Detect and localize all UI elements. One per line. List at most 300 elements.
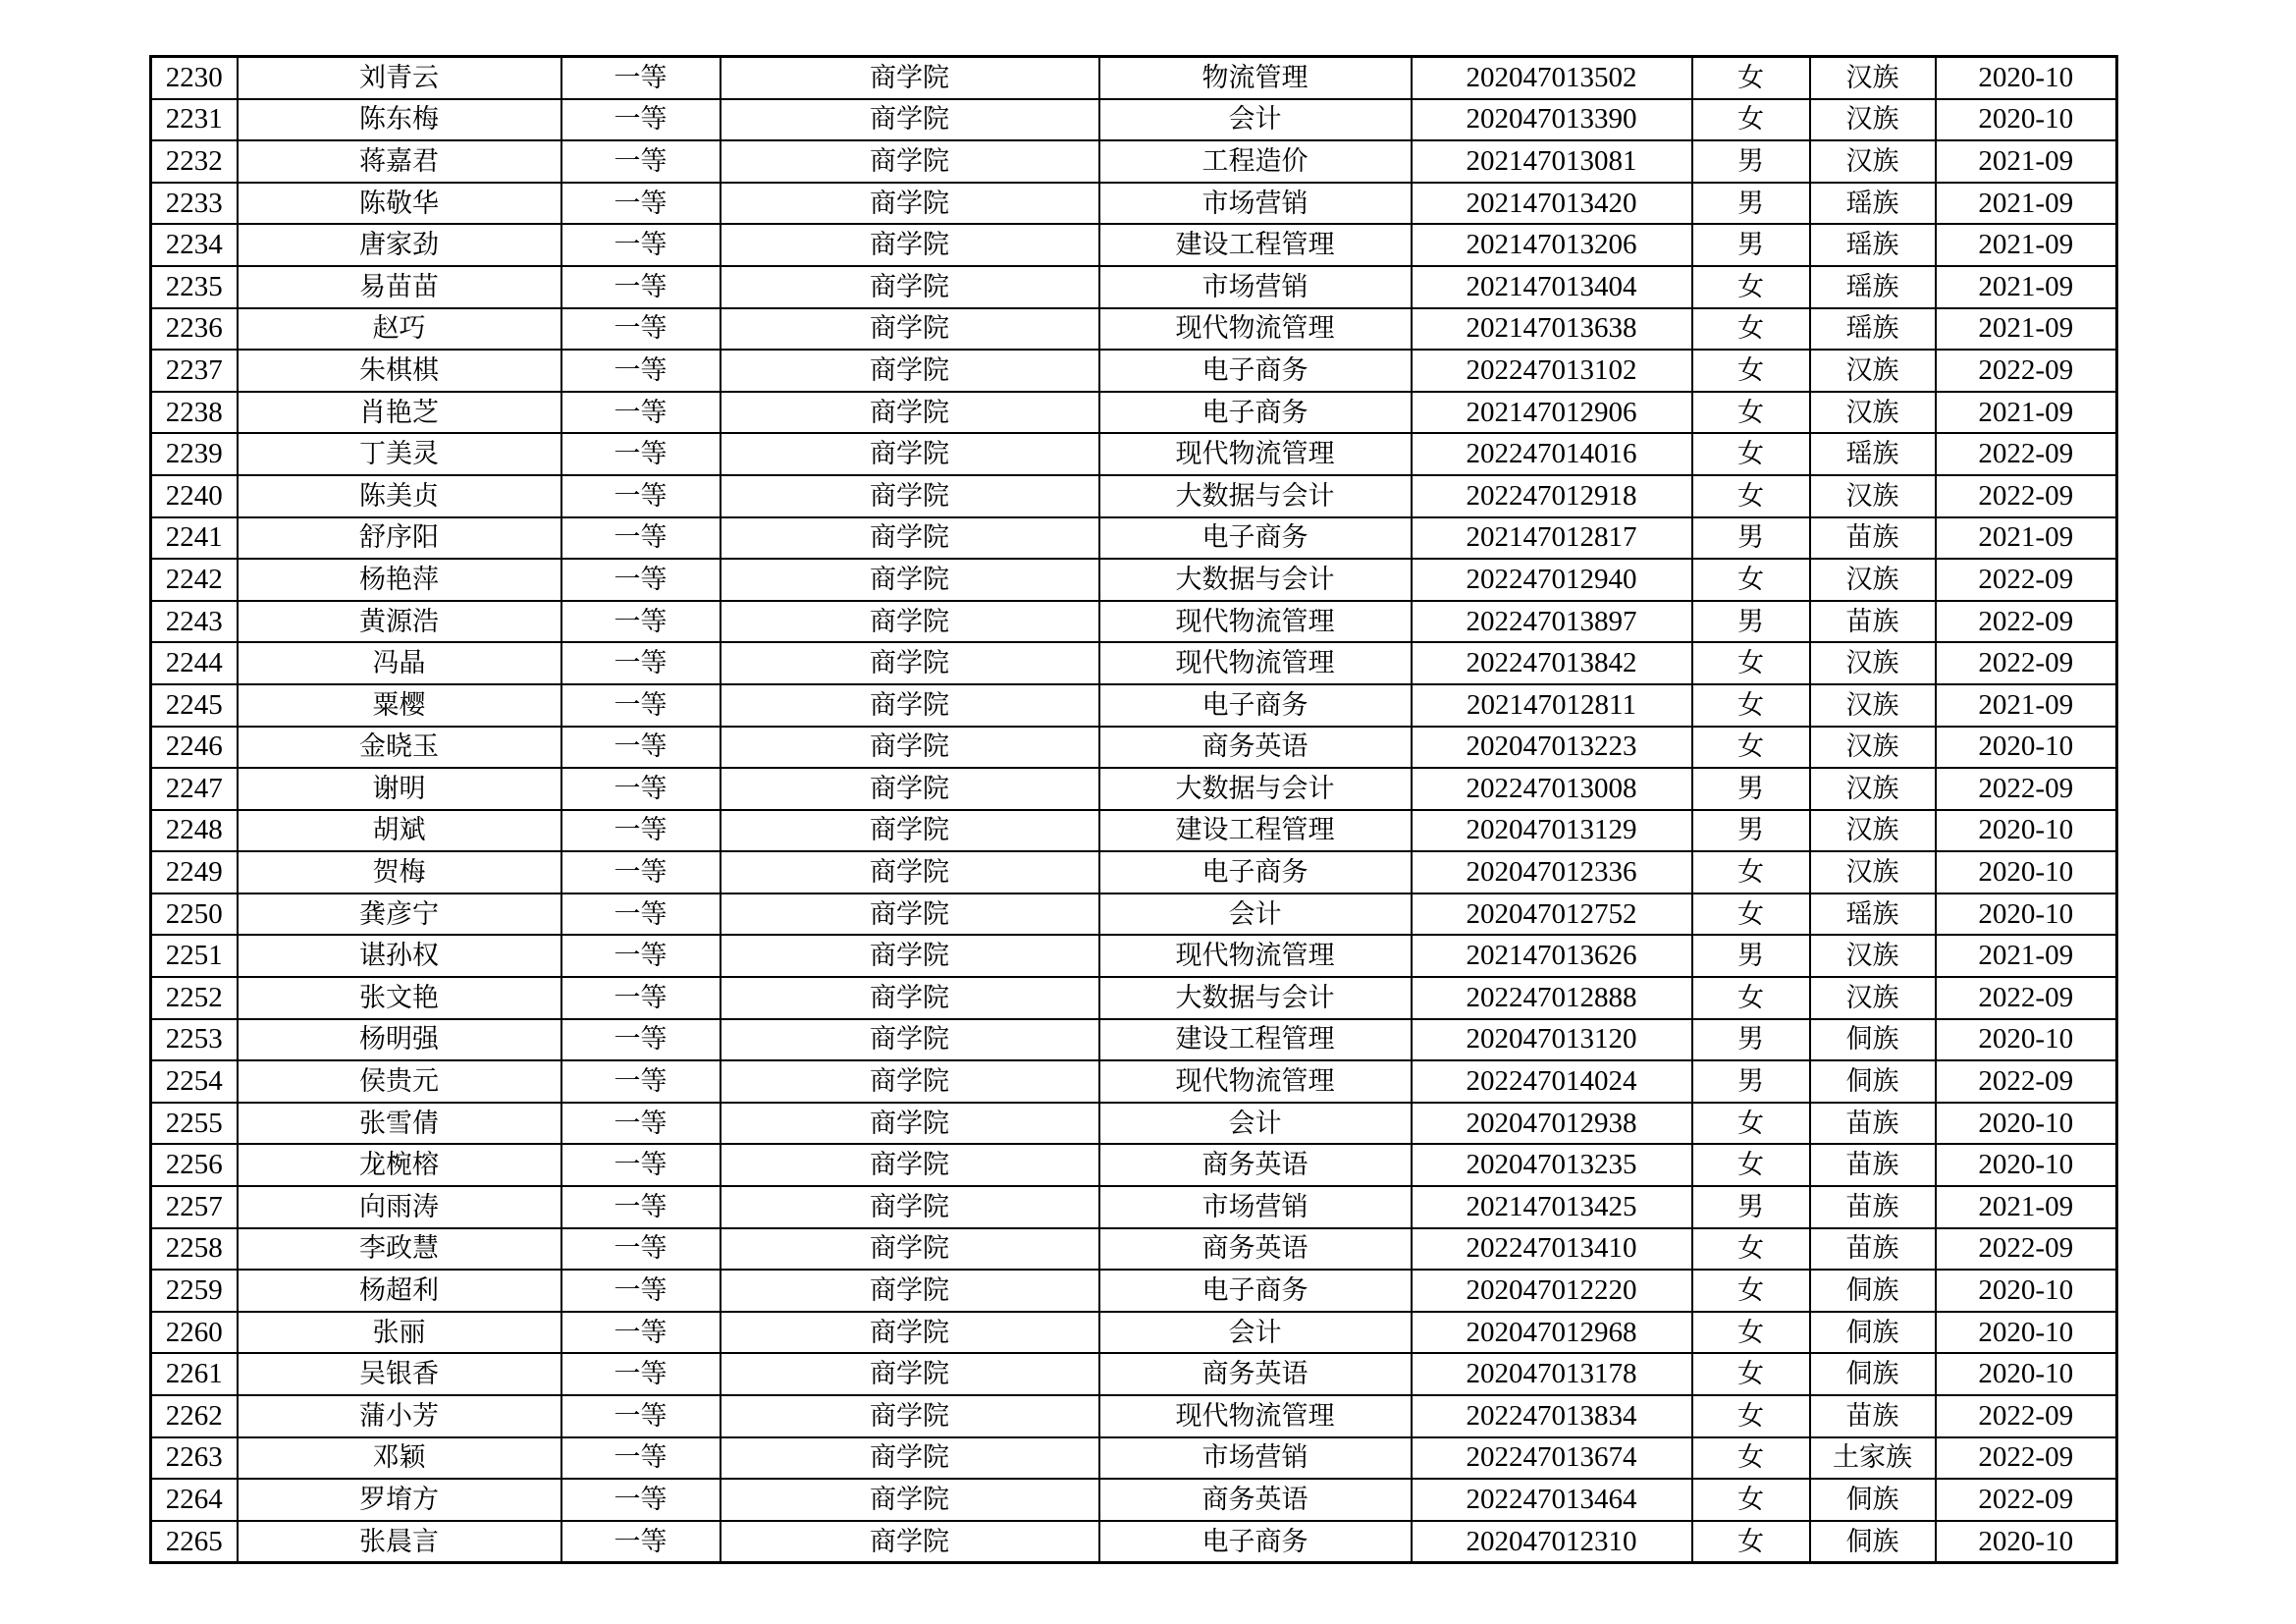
table-row [151, 1521, 2117, 1563]
cell-seq: 2236 [151, 308, 238, 351]
cell-college: 商学院 [721, 1437, 1099, 1480]
cell-college: 商学院 [721, 642, 1099, 684]
cell-college: 商学院 [721, 1479, 1099, 1521]
cell-student-id: 202047012220 [1412, 1270, 1692, 1312]
cell-gender: 男 [1692, 517, 1810, 560]
cell-gender: 女 [1692, 266, 1810, 308]
cell-name: 黄源浩 [238, 601, 561, 643]
cell-name: 吴银香 [238, 1353, 561, 1395]
cell-ethnicity: 汉族 [1810, 810, 1936, 852]
cell-seq: 2253 [151, 1019, 238, 1061]
cell-gender: 女 [1692, 1144, 1810, 1186]
cell-college: 商学院 [721, 350, 1099, 392]
cell-student-id: 202247013897 [1412, 601, 1692, 643]
cell-student-id: 202147012811 [1412, 684, 1692, 727]
cell-ethnicity: 侗族 [1810, 1521, 1936, 1563]
table-row [151, 768, 2117, 810]
cell-name: 蒋嘉君 [238, 140, 561, 183]
cell-enroll: 2020-10 [1936, 99, 2117, 141]
cell-major: 现代物流管理 [1099, 1395, 1412, 1437]
cell-major: 大数据与会计 [1099, 559, 1412, 601]
cell-ethnicity: 瑶族 [1810, 224, 1936, 266]
cell-grade: 一等 [561, 851, 721, 893]
table-row [151, 1144, 2117, 1186]
cell-student-id: 202247012888 [1412, 977, 1692, 1019]
cell-name: 张丽 [238, 1312, 561, 1354]
cell-college: 商学院 [721, 266, 1099, 308]
cell-enroll: 2020-10 [1936, 893, 2117, 936]
cell-gender: 男 [1692, 935, 1810, 977]
cell-seq: 2243 [151, 601, 238, 643]
cell-grade: 一等 [561, 642, 721, 684]
cell-grade: 一等 [561, 57, 721, 99]
cell-gender: 男 [1692, 1060, 1810, 1103]
cell-grade: 一等 [561, 1353, 721, 1395]
cell-ethnicity: 汉族 [1810, 57, 1936, 99]
cell-student-id: 202247013102 [1412, 350, 1692, 392]
cell-major: 现代物流管理 [1099, 642, 1412, 684]
cell-seq: 2234 [151, 224, 238, 266]
cell-major: 电子商务 [1099, 517, 1412, 560]
cell-gender: 女 [1692, 99, 1810, 141]
cell-college: 商学院 [721, 1521, 1099, 1563]
table-row [151, 935, 2117, 977]
cell-enroll: 2020-10 [1936, 1521, 2117, 1563]
cell-gender: 女 [1692, 475, 1810, 517]
cell-enroll: 2022-09 [1936, 559, 2117, 601]
cell-seq: 2264 [151, 1479, 238, 1521]
cell-grade: 一等 [561, 433, 721, 475]
cell-enroll: 2022-09 [1936, 475, 2117, 517]
cell-student-id: 202047012968 [1412, 1312, 1692, 1354]
cell-name: 朱棋棋 [238, 350, 561, 392]
cell-gender: 女 [1692, 392, 1810, 434]
cell-college: 商学院 [721, 1103, 1099, 1145]
cell-seq: 2246 [151, 727, 238, 769]
cell-ethnicity: 苗族 [1810, 1395, 1936, 1437]
cell-grade: 一等 [561, 559, 721, 601]
cell-enroll: 2022-09 [1936, 1479, 2117, 1521]
cell-grade: 一等 [561, 350, 721, 392]
cell-major: 电子商务 [1099, 392, 1412, 434]
cell-gender: 女 [1692, 57, 1810, 99]
cell-major: 电子商务 [1099, 1521, 1412, 1563]
cell-college: 商学院 [721, 977, 1099, 1019]
cell-grade: 一等 [561, 727, 721, 769]
cell-student-id: 202247013410 [1412, 1228, 1692, 1271]
cell-enroll: 2022-09 [1936, 977, 2117, 1019]
cell-gender: 女 [1692, 350, 1810, 392]
cell-ethnicity: 侗族 [1810, 1312, 1936, 1354]
cell-seq: 2252 [151, 977, 238, 1019]
award-list-table [149, 55, 2118, 1564]
cell-name: 肖艳芝 [238, 392, 561, 434]
cell-ethnicity: 侗族 [1810, 1060, 1936, 1103]
cell-enroll: 2021-09 [1936, 224, 2117, 266]
cell-gender: 女 [1692, 893, 1810, 936]
cell-ethnicity: 侗族 [1810, 1019, 1936, 1061]
cell-gender: 女 [1692, 1479, 1810, 1521]
cell-seq: 2257 [151, 1186, 238, 1228]
cell-major: 商务英语 [1099, 1479, 1412, 1521]
cell-name: 杨艳萍 [238, 559, 561, 601]
cell-student-id: 202047013129 [1412, 810, 1692, 852]
cell-grade: 一等 [561, 140, 721, 183]
cell-grade: 一等 [561, 392, 721, 434]
cell-enroll: 2021-09 [1936, 266, 2117, 308]
cell-student-id: 202247013674 [1412, 1437, 1692, 1480]
cell-name: 贺梅 [238, 851, 561, 893]
cell-seq: 2239 [151, 433, 238, 475]
cell-student-id: 202247012940 [1412, 559, 1692, 601]
cell-ethnicity: 瑶族 [1810, 266, 1936, 308]
cell-grade: 一等 [561, 601, 721, 643]
cell-ethnicity: 汉族 [1810, 768, 1936, 810]
cell-ethnicity: 苗族 [1810, 1144, 1936, 1186]
cell-name: 陈东梅 [238, 99, 561, 141]
cell-name: 张晨言 [238, 1521, 561, 1563]
table-row [151, 308, 2117, 351]
cell-seq: 2244 [151, 642, 238, 684]
cell-grade: 一等 [561, 1019, 721, 1061]
cell-student-id: 202047012336 [1412, 851, 1692, 893]
cell-seq: 2242 [151, 559, 238, 601]
cell-grade: 一等 [561, 517, 721, 560]
table-row [151, 642, 2117, 684]
cell-grade: 一等 [561, 1521, 721, 1563]
cell-college: 商学院 [721, 224, 1099, 266]
cell-major: 商务英语 [1099, 1144, 1412, 1186]
cell-college: 商学院 [721, 1060, 1099, 1103]
cell-gender: 女 [1692, 559, 1810, 601]
cell-seq: 2259 [151, 1270, 238, 1312]
cell-name: 陈敬华 [238, 183, 561, 225]
cell-college: 商学院 [721, 768, 1099, 810]
cell-grade: 一等 [561, 266, 721, 308]
table-row [151, 851, 2117, 893]
cell-student-id: 202147013420 [1412, 183, 1692, 225]
cell-major: 建设工程管理 [1099, 1019, 1412, 1061]
cell-name: 易苗苗 [238, 266, 561, 308]
cell-name: 丁美灵 [238, 433, 561, 475]
table-row [151, 727, 2117, 769]
cell-student-id: 202047013178 [1412, 1353, 1692, 1395]
table-row [151, 559, 2117, 601]
cell-name: 杨明强 [238, 1019, 561, 1061]
cell-name: 蒲小芳 [238, 1395, 561, 1437]
cell-ethnicity: 汉族 [1810, 642, 1936, 684]
cell-gender: 男 [1692, 224, 1810, 266]
cell-major: 市场营销 [1099, 266, 1412, 308]
cell-major: 商务英语 [1099, 727, 1412, 769]
cell-student-id: 202147013638 [1412, 308, 1692, 351]
cell-college: 商学院 [721, 475, 1099, 517]
cell-student-id: 202147013404 [1412, 266, 1692, 308]
cell-gender: 男 [1692, 1186, 1810, 1228]
cell-seq: 2249 [151, 851, 238, 893]
cell-seq: 2261 [151, 1353, 238, 1395]
cell-gender: 女 [1692, 1437, 1810, 1480]
cell-major: 大数据与会计 [1099, 475, 1412, 517]
cell-major: 市场营销 [1099, 1437, 1412, 1480]
cell-enroll: 2020-10 [1936, 727, 2117, 769]
cell-college: 商学院 [721, 1270, 1099, 1312]
cell-college: 商学院 [721, 1353, 1099, 1395]
cell-college: 商学院 [721, 433, 1099, 475]
cell-enroll: 2020-10 [1936, 1019, 2117, 1061]
cell-seq: 2258 [151, 1228, 238, 1271]
cell-ethnicity: 土家族 [1810, 1437, 1936, 1480]
cell-enroll: 2020-10 [1936, 1312, 2117, 1354]
cell-seq: 2260 [151, 1312, 238, 1354]
cell-student-id: 202247013842 [1412, 642, 1692, 684]
cell-enroll: 2022-09 [1936, 642, 2117, 684]
cell-grade: 一等 [561, 1437, 721, 1480]
cell-college: 商学院 [721, 140, 1099, 183]
cell-major: 物流管理 [1099, 57, 1412, 99]
cell-major: 电子商务 [1099, 1270, 1412, 1312]
cell-name: 龙椀榕 [238, 1144, 561, 1186]
cell-seq: 2255 [151, 1103, 238, 1145]
table-row [151, 1060, 2117, 1103]
cell-grade: 一等 [561, 475, 721, 517]
cell-ethnicity: 汉族 [1810, 392, 1936, 434]
cell-student-id: 202147013206 [1412, 224, 1692, 266]
table-row [151, 1270, 2117, 1312]
cell-enroll: 2020-10 [1936, 851, 2117, 893]
cell-major: 商务英语 [1099, 1228, 1412, 1271]
cell-student-id: 202147012817 [1412, 517, 1692, 560]
cell-college: 商学院 [721, 1144, 1099, 1186]
cell-ethnicity: 汉族 [1810, 851, 1936, 893]
cell-enroll: 2022-09 [1936, 350, 2117, 392]
cell-grade: 一等 [561, 1479, 721, 1521]
cell-name: 冯晶 [238, 642, 561, 684]
cell-grade: 一等 [561, 1144, 721, 1186]
cell-student-id: 202247013008 [1412, 768, 1692, 810]
table-row [151, 140, 2117, 183]
cell-college: 商学院 [721, 727, 1099, 769]
cell-seq: 2250 [151, 893, 238, 936]
cell-enroll: 2021-09 [1936, 935, 2117, 977]
cell-enroll: 2020-10 [1936, 1353, 2117, 1395]
table-row [151, 977, 2117, 1019]
cell-enroll: 2020-10 [1936, 810, 2117, 852]
cell-grade: 一等 [561, 1228, 721, 1271]
cell-ethnicity: 苗族 [1810, 1228, 1936, 1271]
cell-gender: 男 [1692, 1019, 1810, 1061]
cell-enroll: 2022-09 [1936, 1228, 2117, 1271]
cell-grade: 一等 [561, 893, 721, 936]
table-row [151, 433, 2117, 475]
cell-grade: 一等 [561, 935, 721, 977]
cell-major: 商务英语 [1099, 1353, 1412, 1395]
cell-ethnicity: 苗族 [1810, 517, 1936, 560]
cell-enroll: 2021-09 [1936, 392, 2117, 434]
cell-college: 商学院 [721, 57, 1099, 99]
table-row [151, 1103, 2117, 1145]
table-row [151, 1228, 2117, 1271]
cell-college: 商学院 [721, 559, 1099, 601]
cell-gender: 男 [1692, 183, 1810, 225]
cell-seq: 2240 [151, 475, 238, 517]
cell-seq: 2247 [151, 768, 238, 810]
cell-grade: 一等 [561, 1312, 721, 1354]
cell-ethnicity: 瑶族 [1810, 308, 1936, 351]
cell-seq: 2241 [151, 517, 238, 560]
cell-enroll: 2021-09 [1936, 1186, 2117, 1228]
cell-seq: 2256 [151, 1144, 238, 1186]
cell-gender: 女 [1692, 308, 1810, 351]
table-row [151, 57, 2117, 99]
cell-enroll: 2022-09 [1936, 1060, 2117, 1103]
cell-seq: 2232 [151, 140, 238, 183]
cell-student-id: 202247014024 [1412, 1060, 1692, 1103]
cell-seq: 2263 [151, 1437, 238, 1480]
cell-name: 谢明 [238, 768, 561, 810]
cell-name: 刘青云 [238, 57, 561, 99]
cell-seq: 2231 [151, 99, 238, 141]
cell-ethnicity: 汉族 [1810, 140, 1936, 183]
cell-enroll: 2021-09 [1936, 308, 2117, 351]
cell-major: 电子商务 [1099, 851, 1412, 893]
cell-major: 工程造价 [1099, 140, 1412, 183]
cell-gender: 女 [1692, 684, 1810, 727]
table-row [151, 224, 2117, 266]
cell-student-id: 202047013390 [1412, 99, 1692, 141]
cell-college: 商学院 [721, 851, 1099, 893]
cell-student-id: 202247013464 [1412, 1479, 1692, 1521]
cell-ethnicity: 苗族 [1810, 1186, 1936, 1228]
cell-gender: 女 [1692, 642, 1810, 684]
table-row [151, 810, 2117, 852]
cell-major: 会计 [1099, 1103, 1412, 1145]
cell-seq: 2262 [151, 1395, 238, 1437]
cell-ethnicity: 汉族 [1810, 727, 1936, 769]
cell-name: 陈美贞 [238, 475, 561, 517]
cell-ethnicity: 汉族 [1810, 99, 1936, 141]
cell-major: 会计 [1099, 893, 1412, 936]
cell-student-id: 202047012938 [1412, 1103, 1692, 1145]
cell-grade: 一等 [561, 183, 721, 225]
cell-name: 舒序阳 [238, 517, 561, 560]
table-row [151, 392, 2117, 434]
cell-ethnicity: 苗族 [1810, 601, 1936, 643]
cell-enroll: 2022-09 [1936, 1395, 2117, 1437]
cell-gender: 女 [1692, 1521, 1810, 1563]
cell-ethnicity: 瑶族 [1810, 893, 1936, 936]
cell-name: 粟樱 [238, 684, 561, 727]
cell-gender: 女 [1692, 1312, 1810, 1354]
cell-ethnicity: 瑶族 [1810, 183, 1936, 225]
table-body [151, 57, 2117, 1563]
cell-grade: 一等 [561, 768, 721, 810]
cell-college: 商学院 [721, 893, 1099, 936]
cell-enroll: 2022-09 [1936, 1437, 2117, 1480]
cell-ethnicity: 汉族 [1810, 559, 1936, 601]
cell-student-id: 202147012906 [1412, 392, 1692, 434]
cell-gender: 女 [1692, 977, 1810, 1019]
cell-gender: 女 [1692, 1103, 1810, 1145]
cell-ethnicity: 汉族 [1810, 935, 1936, 977]
cell-name: 侯贵元 [238, 1060, 561, 1103]
table-row [151, 1186, 2117, 1228]
table-row [151, 1395, 2117, 1437]
cell-grade: 一等 [561, 1060, 721, 1103]
cell-name: 邓颖 [238, 1437, 561, 1480]
cell-seq: 2254 [151, 1060, 238, 1103]
cell-major: 电子商务 [1099, 350, 1412, 392]
cell-student-id: 202047012752 [1412, 893, 1692, 936]
cell-enroll: 2020-10 [1936, 57, 2117, 99]
cell-seq: 2235 [151, 266, 238, 308]
cell-name: 杨超利 [238, 1270, 561, 1312]
cell-gender: 男 [1692, 768, 1810, 810]
cell-seq: 2237 [151, 350, 238, 392]
cell-major: 电子商务 [1099, 684, 1412, 727]
cell-college: 商学院 [721, 1395, 1099, 1437]
cell-ethnicity: 汉族 [1810, 475, 1936, 517]
cell-enroll: 2021-09 [1936, 684, 2117, 727]
table-row [151, 1353, 2117, 1395]
cell-ethnicity: 侗族 [1810, 1270, 1936, 1312]
cell-gender: 女 [1692, 727, 1810, 769]
cell-grade: 一等 [561, 1395, 721, 1437]
cell-student-id: 202247012918 [1412, 475, 1692, 517]
cell-student-id: 202147013425 [1412, 1186, 1692, 1228]
cell-gender: 男 [1692, 810, 1810, 852]
cell-name: 谌孙权 [238, 935, 561, 977]
cell-name: 龚彦宁 [238, 893, 561, 936]
cell-gender: 女 [1692, 1395, 1810, 1437]
cell-seq: 2233 [151, 183, 238, 225]
cell-student-id: 202047012310 [1412, 1521, 1692, 1563]
cell-gender: 男 [1692, 140, 1810, 183]
cell-name: 胡斌 [238, 810, 561, 852]
cell-college: 商学院 [721, 1186, 1099, 1228]
cell-grade: 一等 [561, 1103, 721, 1145]
cell-college: 商学院 [721, 1019, 1099, 1061]
cell-major: 大数据与会计 [1099, 768, 1412, 810]
cell-enroll: 2021-09 [1936, 140, 2117, 183]
cell-seq: 2238 [151, 392, 238, 434]
cell-college: 商学院 [721, 308, 1099, 351]
table-row [151, 475, 2117, 517]
cell-gender: 女 [1692, 1353, 1810, 1395]
cell-student-id: 202047013223 [1412, 727, 1692, 769]
cell-college: 商学院 [721, 601, 1099, 643]
cell-student-id: 202247014016 [1412, 433, 1692, 475]
cell-seq: 2245 [151, 684, 238, 727]
cell-gender: 女 [1692, 433, 1810, 475]
cell-ethnicity: 瑶族 [1810, 433, 1936, 475]
cell-enroll: 2022-09 [1936, 601, 2117, 643]
cell-name: 向雨涛 [238, 1186, 561, 1228]
cell-enroll: 2021-09 [1936, 183, 2117, 225]
cell-name: 张文艳 [238, 977, 561, 1019]
cell-major: 现代物流管理 [1099, 1060, 1412, 1103]
cell-major: 大数据与会计 [1099, 977, 1412, 1019]
cell-major: 市场营销 [1099, 183, 1412, 225]
cell-student-id: 202047013120 [1412, 1019, 1692, 1061]
cell-grade: 一等 [561, 810, 721, 852]
cell-seq: 2248 [151, 810, 238, 852]
cell-major: 建设工程管理 [1099, 224, 1412, 266]
cell-name: 李政慧 [238, 1228, 561, 1271]
cell-major: 建设工程管理 [1099, 810, 1412, 852]
cell-student-id: 202047013502 [1412, 57, 1692, 99]
cell-enroll: 2020-10 [1936, 1270, 2117, 1312]
